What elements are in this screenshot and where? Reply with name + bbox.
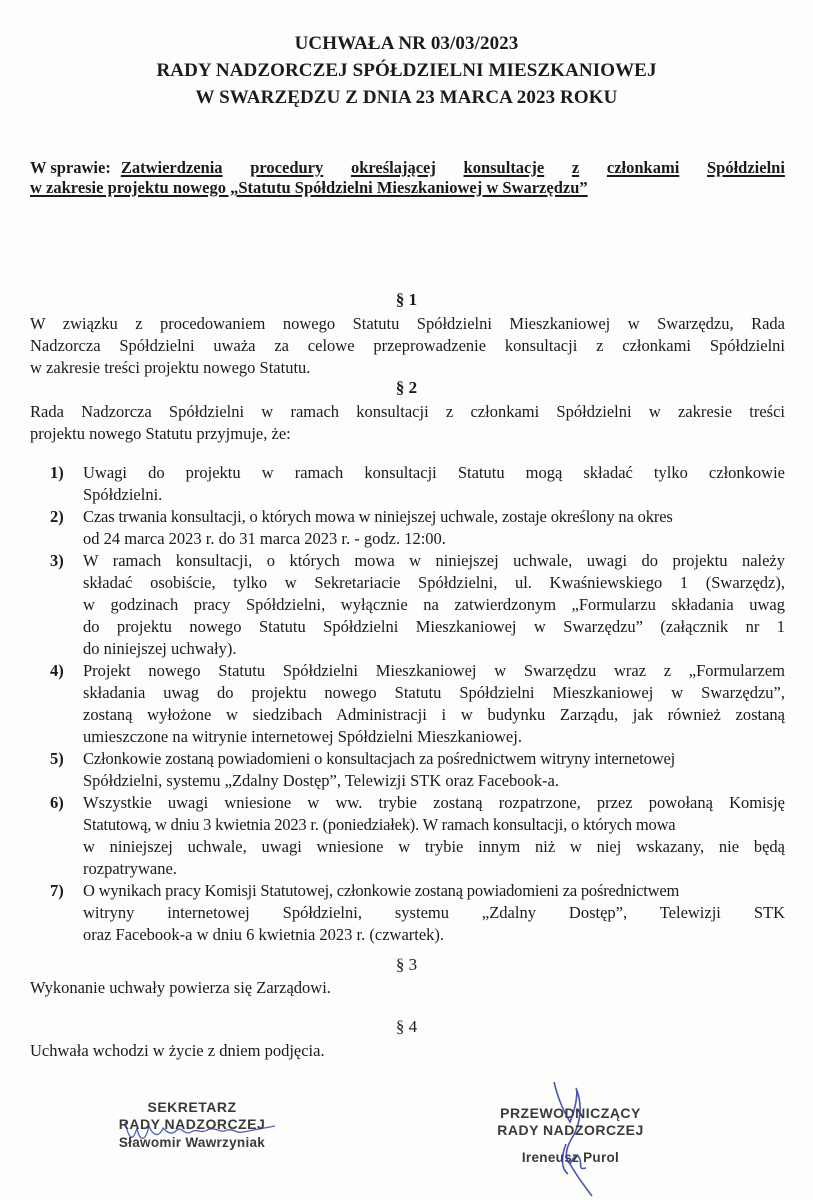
subject-title-line-2: w zakresie projektu nowego „Statutu Spółdzielni Mieszkaniowej w Swarzędzu” <box>30 178 588 197</box>
section-4-text: Uchwała wchodzi w życie z dniem podjęcia. <box>30 1041 325 1060</box>
signature-block-chairman <box>483 1105 658 1166</box>
section-1-mark: § 1 <box>395 290 418 309</box>
issuing-body: RADY NADZORCZEJ SPÓŁDZIELNI MIESZKANIOWEJ <box>156 60 657 81</box>
list-item <box>50 506 785 550</box>
subject-word: z <box>571 158 580 177</box>
section-1-text <box>30 313 785 379</box>
text-line: do projektu nowego Statutu Spółdzielni Mieszkaniowej w Swarzędzu” (załącznik nr 1 <box>83 617 785 636</box>
text-line: W związku z procedowaniem nowego Statutu Spółdzielni Mieszkaniowej w Swarzędzu, Rada <box>30 314 785 333</box>
subject-word: procedury <box>250 158 324 177</box>
list-item <box>50 462 785 506</box>
list-item-number: 2) <box>50 507 64 526</box>
text-line: składać osobiście, tylko w Sekretariacie Spółdzielni, ul. Kwaśniewskiego 1 (Swarzędz), <box>83 573 785 592</box>
list-item <box>50 660 785 748</box>
list-item-number: 3) <box>50 551 64 570</box>
signatory-title: PRZEWODNICZĄCY <box>500 1105 641 1121</box>
list-item <box>50 880 785 946</box>
list-item <box>50 792 785 880</box>
subject-word: konsultacje <box>463 158 545 177</box>
signatory-body: RADY NADZORCZEJ <box>118 1116 266 1132</box>
text-line: Uwagi do projektu w ramach konsultacji Statutu mogą składać tylko członkowie <box>83 463 785 482</box>
section-3-mark: § 3 <box>395 955 418 974</box>
section-2-intro <box>30 401 785 445</box>
subject-word: określającej <box>350 158 436 177</box>
text-line: od 24 marca 2023 r. do 31 marca 2023 r. - godz. 12:00. <box>83 529 446 548</box>
list-item <box>50 748 785 792</box>
subject-lead: W sprawie: <box>30 158 111 177</box>
text-line: Spółdzielni. <box>83 485 163 504</box>
text-line: Rada Nadzorcza Spółdzielni w ramach konsultacji z członkami Spółdzielni w zakresie treści <box>30 402 785 421</box>
text-line: w zakresie treści projektu nowego Statutu. <box>30 358 311 377</box>
signatory-body: RADY NADZORCZEJ <box>497 1122 644 1138</box>
subject-title-line-1 <box>121 158 785 178</box>
list-item-number: 5) <box>50 749 64 768</box>
subject-word: Spółdzielni <box>706 158 785 177</box>
text-line: O wynikach pracy Komisji Statutowej, członkowie zostaną powiadomieni za pośrednictwem <box>83 881 680 900</box>
text-line: rozpatrywane. <box>83 859 177 878</box>
section-4-mark: § 4 <box>395 1017 418 1036</box>
text-line: zostaną wyłożone w siedzibach Administracji i w budynku Zarządu, jak również zostaną <box>83 705 785 724</box>
text-line: projektu nowego Statutu przyjmuje, że: <box>30 424 291 443</box>
resolution-subject <box>30 158 785 198</box>
resolution-header <box>0 30 813 111</box>
text-line: w godzinach pracy Spółdzielni, wyłącznie na zatwierdzonym „Formularzu składania uwag <box>83 595 785 614</box>
list-item-number: 6) <box>50 793 64 812</box>
text-line: Spółdzielni, systemu „Zdalny Dostęp”, Telewizji STK oraz Facebook-a. <box>83 771 560 790</box>
signatory-name: Ireneusz Purol <box>521 1150 620 1165</box>
signature-block-secretary <box>112 1099 272 1151</box>
text-line: Wszystkie uwagi wniesione w ww. trybie zostaną rozpatrzone, przez powołaną Komisję <box>83 793 785 812</box>
text-line: w niniejszej uchwale, uwagi wniesione w trybie innym niż w niej wskazany, nie będą <box>83 837 785 856</box>
text-line: Czas trwania konsultacji, o których mowa w niniejszej uchwale, zostaje określony na okres <box>83 507 673 526</box>
text-line: do niniejszej uchwały). <box>83 639 237 658</box>
list-item-number: 7) <box>50 881 64 900</box>
text-line: Statutową, w dniu 3 kwietnia 2023 r. (poniedziałek). W ramach konsultacji, o których mowa <box>83 815 676 834</box>
list-item <box>50 550 785 660</box>
section-2-mark: § 2 <box>395 378 418 397</box>
text-line: W ramach konsultacji, o których mowa w niniejszej uchwale, uwagi do projektu należy <box>83 551 785 570</box>
text-line: oraz Facebook-a w dniu 6 kwietnia 2023 r. (czwartek). <box>83 925 445 944</box>
resolution-date: W SWARZĘDZU Z DNIA 23 MARCA 2023 ROKU <box>195 87 618 108</box>
text-line: Członkowie zostaną powiadomieni o konsultacjach za pośrednictwem witryny internetowej <box>83 749 676 768</box>
subject-word: Zatwierdzenia <box>120 158 223 177</box>
section-3-text: Wykonanie uchwały powierza się Zarządowi. <box>30 978 331 997</box>
text-line: Projekt nowego Statutu Spółdzielni Mieszkaniowej w Swarzędzu wraz z „Formularzem <box>83 661 785 680</box>
resolution-number: UCHWAŁA NR 03/03/2023 <box>294 33 519 54</box>
text-line: umieszczone na witrynie internetowej Spółdzielni Mieszkaniowej. <box>83 727 522 746</box>
text-line: witryny internetowej Spółdzielni, systemu „Zdalny Dostęp”, Telewizji STK <box>83 903 785 922</box>
text-line: Nadzorcza Spółdzielni uważa za celowe przeprowadzenie konsultacji z członkami Spółdzielni <box>30 336 785 355</box>
list-item-number: 1) <box>50 463 64 482</box>
list-item-number: 4) <box>50 661 64 680</box>
signatory-title: SEKRETARZ <box>147 1099 237 1115</box>
section-2-list <box>50 462 785 946</box>
text-line: składania uwag do projektu nowego Statutu Spółdzielni Mieszkaniowej w Swarzędzu”, <box>83 683 785 702</box>
signatory-name: Sławomir Wawrzyniak <box>118 1135 266 1150</box>
subject-word: członkami <box>606 158 680 177</box>
